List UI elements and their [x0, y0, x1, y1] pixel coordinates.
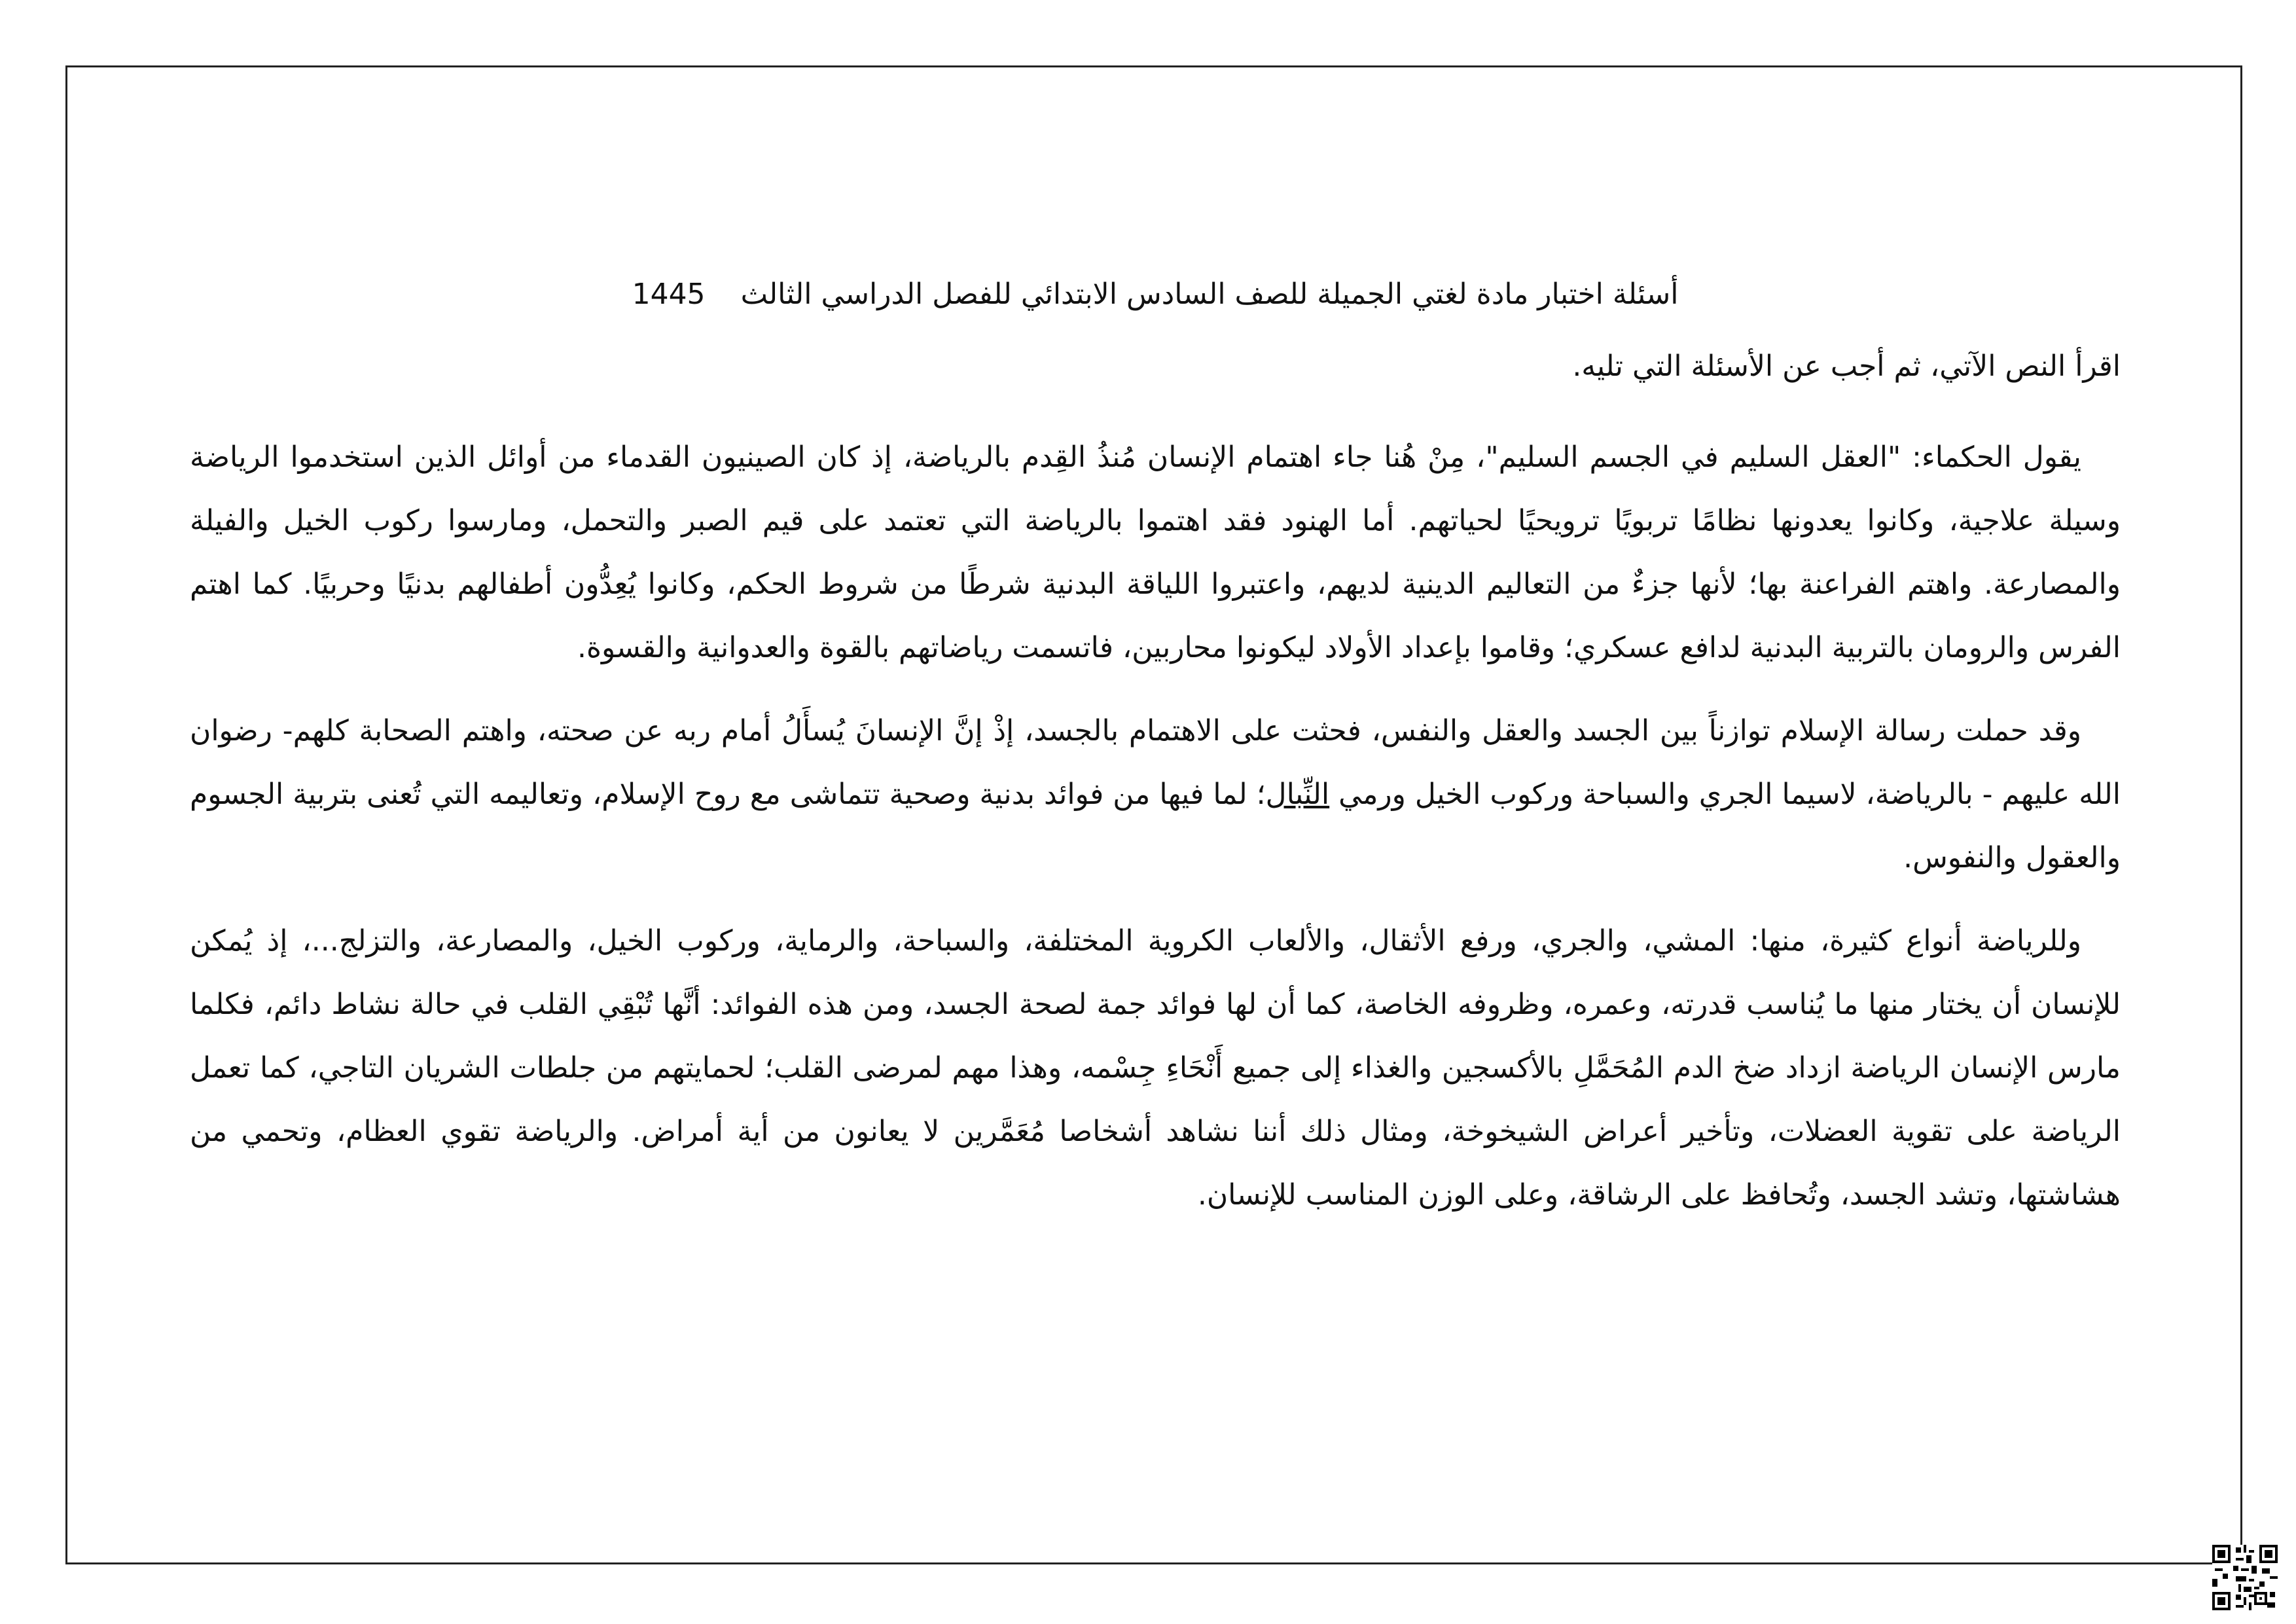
paragraph-2 [190, 699, 2121, 890]
title-text: أسئلة اختبار مادة لغتي الجميلة للصف السادس الابتدائي للفصل الدراسي الثالث [740, 278, 1679, 311]
underlined-word: النِّبال [1265, 778, 1330, 811]
paragraph-2-part-1: وقد حملت رسالة الإسلام توازناً بين الجسد والعقل والنفس، فحثت على الاهتمام بالجسد، إذْ إنَّ الإنسانَ يُسأَلُ أمام ربه عن صحته، واهتم الصحابة كلهم- رضوان الله عليهم - بالرياضة، لاسيما الجري والسباحة وركوب الخيل ورمي [190, 714, 2121, 811]
qr-code-icon [2212, 1545, 2278, 1610]
page-title [190, 275, 2121, 314]
paragraph-3: وللرياضة أنواع كثيرة، منها: المشي، والجري، ورفع الأثقال، والألعاب الكروية المختلفة، والسباحة، والرماية، وركوب الخيل، والمصارعة، والتزلج...، إذ يُمكن للإنسان أن يختار منها ما يُناسب قدرته، وعمره، وظروفه الخاصة، كما أن لها فوائد جمة لصحة الجسد، ومن هذه الفوائد: أنَّها تُبْقِي القلب في حالة نشاط دائم، فكلما مارس الإنسان الرياضة ازداد ضخ الدم المُحَمَّلِ بالأكسجين والغذاء إلى جميع أَنْحَاءِ جِسْمه، وهذا مهم لمرضى القلب؛ لحمايتهم من جلطات الشريان التاجي، كما تعمل الرياضة على تقوية العضلات، وتأخير أعراض الشيخوخة، ومثال ذلك أننا نشاهد أشخاصا مُعَمَّرين لا يعانون من أية أمراض. والرياضة تقوي العظام، وتحمي من هشاشتها، وتشد الجسد، وتُحافظ على الرشاقة، وعلى الوزن المناسب للإنسان. [190, 924, 2121, 1212]
paragraph-2-part-2: ؛ لما فيها من فوائد بدنية وصحية تتماشى مع روح الإسلام، وتعاليمه التي تُعنى بتربية الجسوم والعقول والنفوس. [190, 778, 2121, 875]
title-year: 1445 [632, 278, 706, 311]
document-body [190, 275, 2121, 1246]
reading-instruction: اقرأ النص الآتي، ثم أجب عن الأسئلة التي تليه. [1572, 350, 2121, 383]
paragraph-1: يقول الحكماء: "العقل السليم في الجسم السليم"، مِنْ هُنا جاء اهتمام الإنسان مُنذُ القِدم بالرياضة، إذ كان الصينيون القدماء من أوائل الذين استخدموا الرياضة وسيلة علاجية، وكانوا يعدونها نظامًا تربويًا ترويحيًا لحياتهم. أما الهنود فقد اهتموا بالرياضة التي تعتمد على قيم الصبر والتحمل، ومارسوا ركوب الخيل والفيلة والمصارعة. واهتم الفراعنة بها؛ لأنها جزءٌ من التعاليم الدينية لديهم، واعتبروا اللياقة البدنية شرطًا من شروط الحكم، وكانوا يُعِدُّون أطفالهم بدنيًا وحربيًا. كما اهتم الفرس والرومان بالتربية البدنية لدافع عسكري؛ وقاموا بإعداد الأولاد ليكونوا محاربين، فاتسمت رياضاتهم بالقوة والعدوانية والقسوة. [190, 441, 2121, 664]
